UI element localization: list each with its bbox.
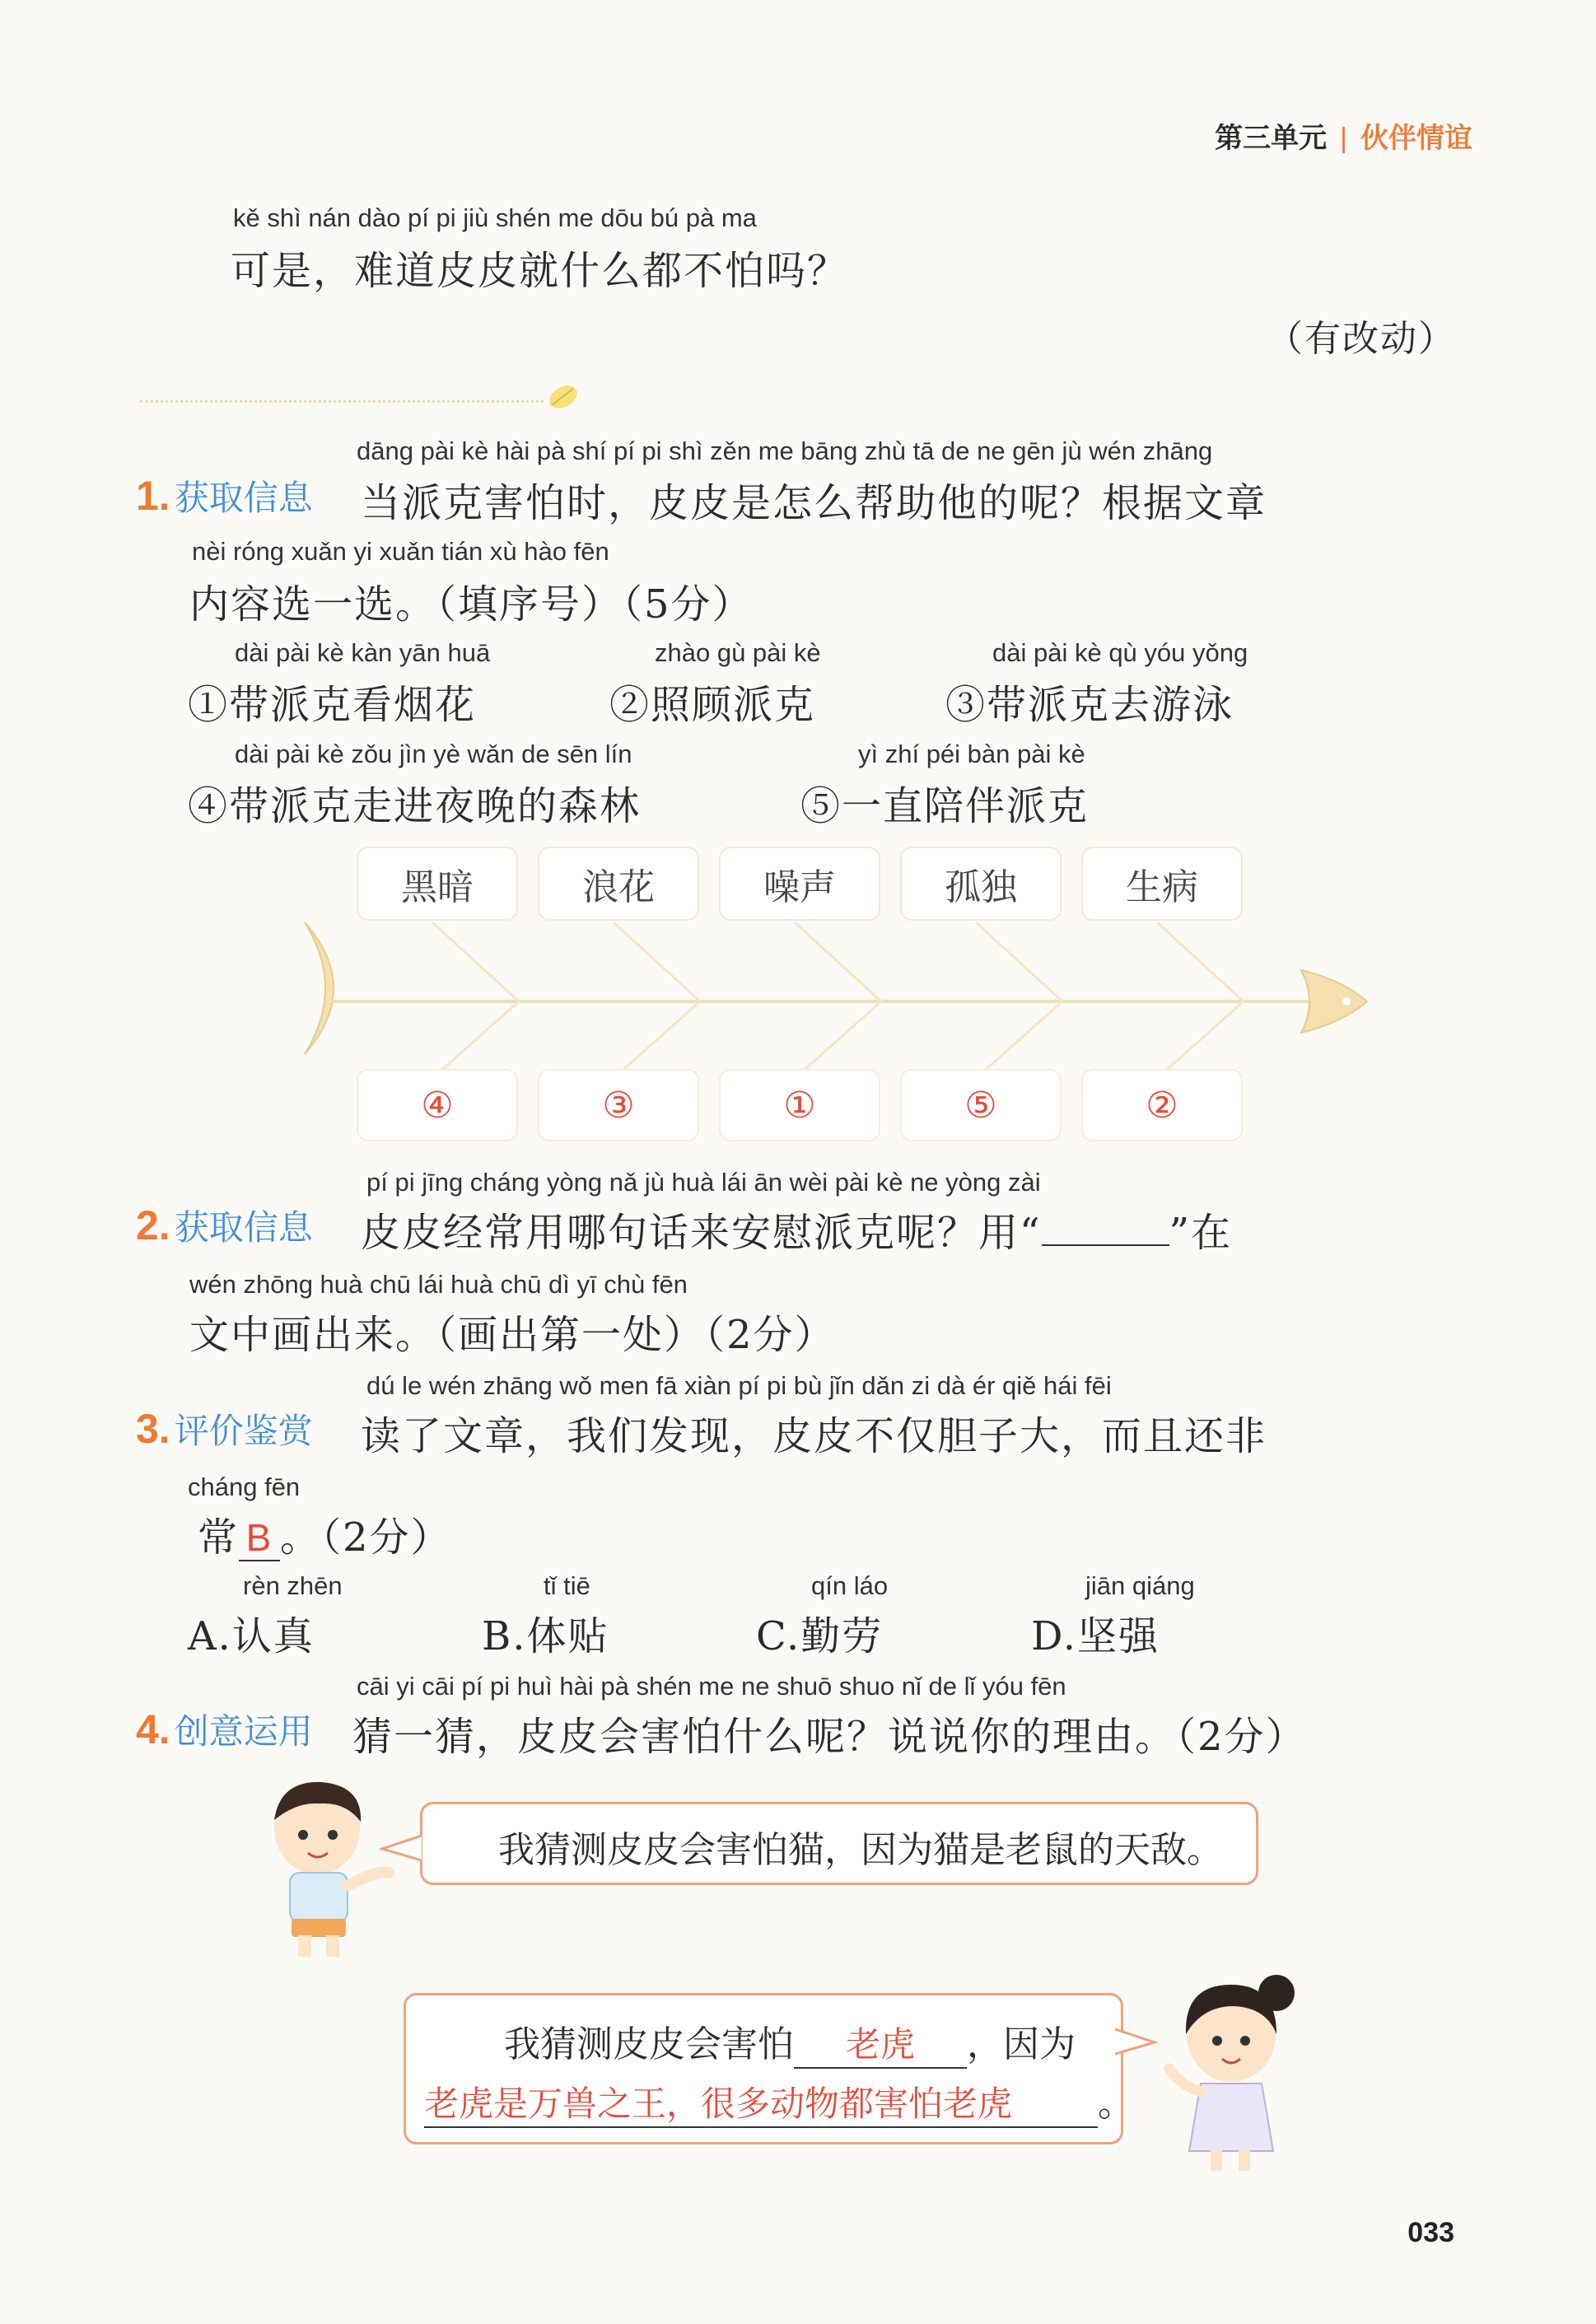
q1-option-2: ②照顾派克 xyxy=(609,682,816,728)
q3-option-d-pinyin: jiān qiáng xyxy=(1085,1571,1195,1600)
q3-number: 3. xyxy=(136,1406,170,1452)
q1-heading xyxy=(136,471,313,520)
q1-text-2: 内容选一选。（填序号）（5分） xyxy=(189,581,754,628)
fish-label-sick: 生病 xyxy=(1081,847,1243,921)
q1-pinyin-1: dāng pài kè hài pà shí pí pi shì zěn me bāng zhù tā de ne gēn jù wén zhāng xyxy=(357,436,1213,465)
intro-text: 可是，难道皮皮就什么都不怕吗？ xyxy=(231,248,849,294)
page-number: 033 xyxy=(1407,2217,1454,2248)
q2-tag: 获取信息 xyxy=(174,1208,313,1247)
reason-answer[interactable]: 老虎是万兽之王，很多动物都害怕老虎 xyxy=(424,2077,1098,2128)
unit-label: 第三单元 xyxy=(1215,123,1328,154)
q1-option-3-pinyin: dài pài kè qù yóu yǒng xyxy=(992,638,1248,667)
bubble-girl-end: 。 xyxy=(1098,2083,1134,2125)
boy-avatar xyxy=(247,1771,412,1960)
bubble-tail-boy xyxy=(379,1832,425,1865)
bubble-girl-line-1 xyxy=(504,2014,1076,2069)
q2-text-1b: ”在 xyxy=(1169,1210,1233,1256)
fishbone-diagram xyxy=(272,906,1400,1071)
q3-option-c: C.勤劳 xyxy=(756,1613,884,1659)
q3-option-a-pinyin: rèn zhēn xyxy=(243,1571,343,1600)
q3-option-b: B.体贴 xyxy=(482,1613,609,1659)
q1-number: 1. xyxy=(136,473,170,519)
q3-text-2a: 常 xyxy=(198,1514,240,1561)
q3-option-a: A.认真 xyxy=(188,1613,315,1659)
q2-pinyin-1: pí pi jīng cháng yòng nǎ jù huà lái ān wèi pài kè ne yòng zài xyxy=(366,1168,1041,1197)
q3-text-1: 读了文章，我们发现，皮皮不仅胆子大，而且还非 xyxy=(361,1413,1267,1459)
fish-answer-2[interactable]: ③ xyxy=(538,1069,699,1141)
fish-answer-4[interactable]: ⑤ xyxy=(900,1069,1062,1141)
section-divider xyxy=(140,400,544,403)
intro-pinyin: kě shì nán dào pí pi jiù shén me dōu bú pà ma xyxy=(233,203,757,232)
fear-answer[interactable]: 老虎 xyxy=(794,2018,967,2069)
q1-pinyin-2: nèi róng xuǎn yi xuǎn tián xù hào fēn xyxy=(192,537,609,566)
bubble-boy-text: 我猜测皮皮会害怕猫，因为猫是老鼠的天敌。 xyxy=(498,1829,1223,1871)
q3-option-d: D.坚强 xyxy=(1031,1613,1160,1659)
q4-tag: 创意运用 xyxy=(174,1712,313,1751)
unit-theme: 伙伴情谊 xyxy=(1360,123,1472,154)
fish-answer-3[interactable]: ① xyxy=(719,1069,880,1141)
q3-option-c-pinyin: qín láo xyxy=(811,1571,889,1600)
q3-tag: 评价鉴赏 xyxy=(174,1412,313,1450)
q1-tag: 获取信息 xyxy=(174,478,313,517)
q2-heading xyxy=(136,1201,313,1250)
page-header xyxy=(1215,115,1472,156)
q3-text-2 xyxy=(198,1505,452,1562)
q1-text-1: 当派克害怕时，皮皮是怎么帮助他的呢？根据文章 xyxy=(361,480,1267,526)
q4-text-1: 猜一猜，皮皮会害怕什么呢？说说你的理由。（2分） xyxy=(352,1714,1307,1760)
q1-option-4-pinyin: dài pài kè zǒu jìn yè wǎn de sēn lín xyxy=(235,740,632,768)
q1-option-2-pinyin: zhào gù pài kè xyxy=(655,638,821,667)
q1-option-5-pinyin: yì zhí péi bàn pài kè xyxy=(858,740,1085,768)
q3-heading xyxy=(136,1404,313,1454)
leaf-icon xyxy=(544,380,581,413)
q4-number: 4. xyxy=(136,1706,170,1752)
q3-pinyin-2: cháng fēn xyxy=(188,1472,301,1501)
bubble-girl-line-2 xyxy=(424,2074,1134,2128)
source-note: （有改动） xyxy=(1267,318,1456,360)
fish-answer-5[interactable]: ② xyxy=(1081,1069,1243,1141)
q3-pinyin-1: dú le wén zhāng wǒ men fā xiàn pí pi bù jǐn dǎn zi dà ér qiě hái fēi xyxy=(366,1371,1112,1400)
q1-option-5: ⑤一直陪伴派克 xyxy=(800,783,1090,829)
q1-option-1-pinyin: dài pài kè kàn yān huā xyxy=(235,638,491,667)
q2-quote-blank[interactable] xyxy=(1042,1208,1169,1246)
q2-text-2: 文中画出来。（画出第一处）（2分） xyxy=(189,1312,836,1358)
fish-answer-1[interactable]: ④ xyxy=(357,1069,518,1141)
header-separator: | xyxy=(1340,123,1347,154)
fish-label-lonely: 孤独 xyxy=(900,847,1062,921)
fish-label-noise: 噪声 xyxy=(719,847,880,921)
bubble-girl-prefix: 我猜测皮皮会害怕 xyxy=(504,2023,794,2065)
q2-pinyin-2: wén zhōng huà chū lái huà chū dì yī chù fēn xyxy=(189,1270,688,1299)
fish-label-dark: 黑暗 xyxy=(357,847,518,921)
q3-answer[interactable]: B xyxy=(239,1515,280,1561)
q2-text-1 xyxy=(361,1201,1232,1258)
bubble-tail-girl xyxy=(1112,2026,1158,2059)
q1-option-3: ③带派克去游泳 xyxy=(945,682,1234,728)
bubble-girl-suffix: ，因为 xyxy=(967,2023,1076,2065)
q4-pinyin-1: cāi yi cāi pí pi huì hài pà shén me ne shuō shuo nǐ de lǐ yóu fēn xyxy=(357,1672,1066,1701)
fish-label-waves: 浪花 xyxy=(538,847,699,921)
q1-option-1: ①带派克看烟花 xyxy=(188,682,477,728)
q3-text-2b: 。（2分） xyxy=(280,1514,452,1561)
q2-text-1a: 皮皮经常用哪句话来安慰派克呢？用“ xyxy=(361,1210,1042,1256)
q2-number: 2. xyxy=(136,1202,170,1248)
q1-option-4: ④带派克走进夜晚的森林 xyxy=(188,783,642,829)
girl-avatar xyxy=(1153,1960,1309,2174)
q4-heading xyxy=(136,1705,313,1754)
q3-option-b-pinyin: tǐ tiē xyxy=(544,1571,590,1600)
